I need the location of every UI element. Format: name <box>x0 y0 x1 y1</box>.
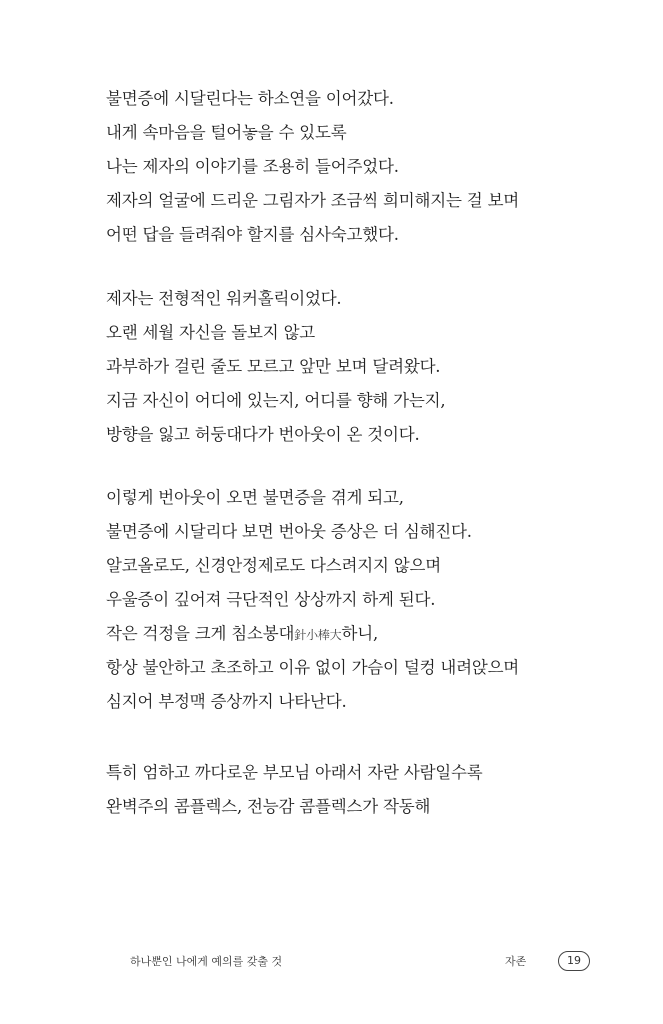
hanja-annotation: 針小棒大 <box>294 628 342 642</box>
text-line: 불면증에 시달린다는 하소연을 이어갔다. <box>106 89 394 108</box>
text-line: 제자의 얼굴에 드리운 그림자가 조금씩 희미해지는 걸 보며 <box>106 191 520 210</box>
paragraph-2 <box>106 282 586 452</box>
text-line: 내게 속마음을 털어놓을 수 있도록 <box>106 123 347 142</box>
text-line: 심지어 부정맥 증상까지 나타난다. <box>106 692 347 711</box>
text-line: 완벽주의 콤플렉스, 전능감 콤플렉스가 작동해 <box>106 797 431 816</box>
text-line: 알코올로도, 신경안정제로도 다스려지지 않으며 <box>106 556 441 575</box>
footer-section-name: 자존 <box>505 955 527 968</box>
text-segment: 하니, <box>341 624 378 643</box>
paragraph-4 <box>106 756 586 824</box>
paragraph-1 <box>106 82 586 252</box>
text-line: 우울증이 깊어져 극단적인 상상까지 하게 된다. <box>106 590 436 609</box>
text-line: 나는 제자의 이야기를 조용히 들어주었다. <box>106 157 399 176</box>
text-line: 어떤 답을 들려줘야 할지를 심사숙고했다. <box>106 225 399 244</box>
text-segment: 작은 걱정을 크게 침소봉대 <box>106 624 295 643</box>
text-line: 과부하가 걸린 줄도 모르고 앞만 보며 달려왔다. <box>106 357 441 376</box>
footer-book-title: 하나뿐인 나에게 예의를 갖출 것 <box>130 955 283 968</box>
text-line: 제자는 전형적인 워커홀릭이었다. <box>106 289 342 308</box>
text-line-with-hanja <box>106 617 586 651</box>
text-line: 불면증에 시달리다 보면 번아웃 증상은 더 심해진다. <box>106 522 472 541</box>
text-line: 방향을 잃고 허둥대다가 번아웃이 온 것이다. <box>106 425 420 444</box>
text-line: 항상 불안하고 초조하고 이유 없이 가슴이 덜컹 내려앉으며 <box>106 658 520 677</box>
text-line: 이렇게 번아웃이 오면 불면증을 겪게 되고, <box>106 488 404 507</box>
page-number: 19 <box>558 951 590 971</box>
text-line: 오랜 세월 자신을 돌보지 않고 <box>106 323 316 342</box>
paragraph-3 <box>106 481 586 719</box>
text-line: 지금 자신이 어디에 있는지, 어디를 향해 가는지, <box>106 391 446 410</box>
text-line: 특히 엄하고 까다로운 부모님 아래서 자란 사람일수록 <box>106 763 483 782</box>
